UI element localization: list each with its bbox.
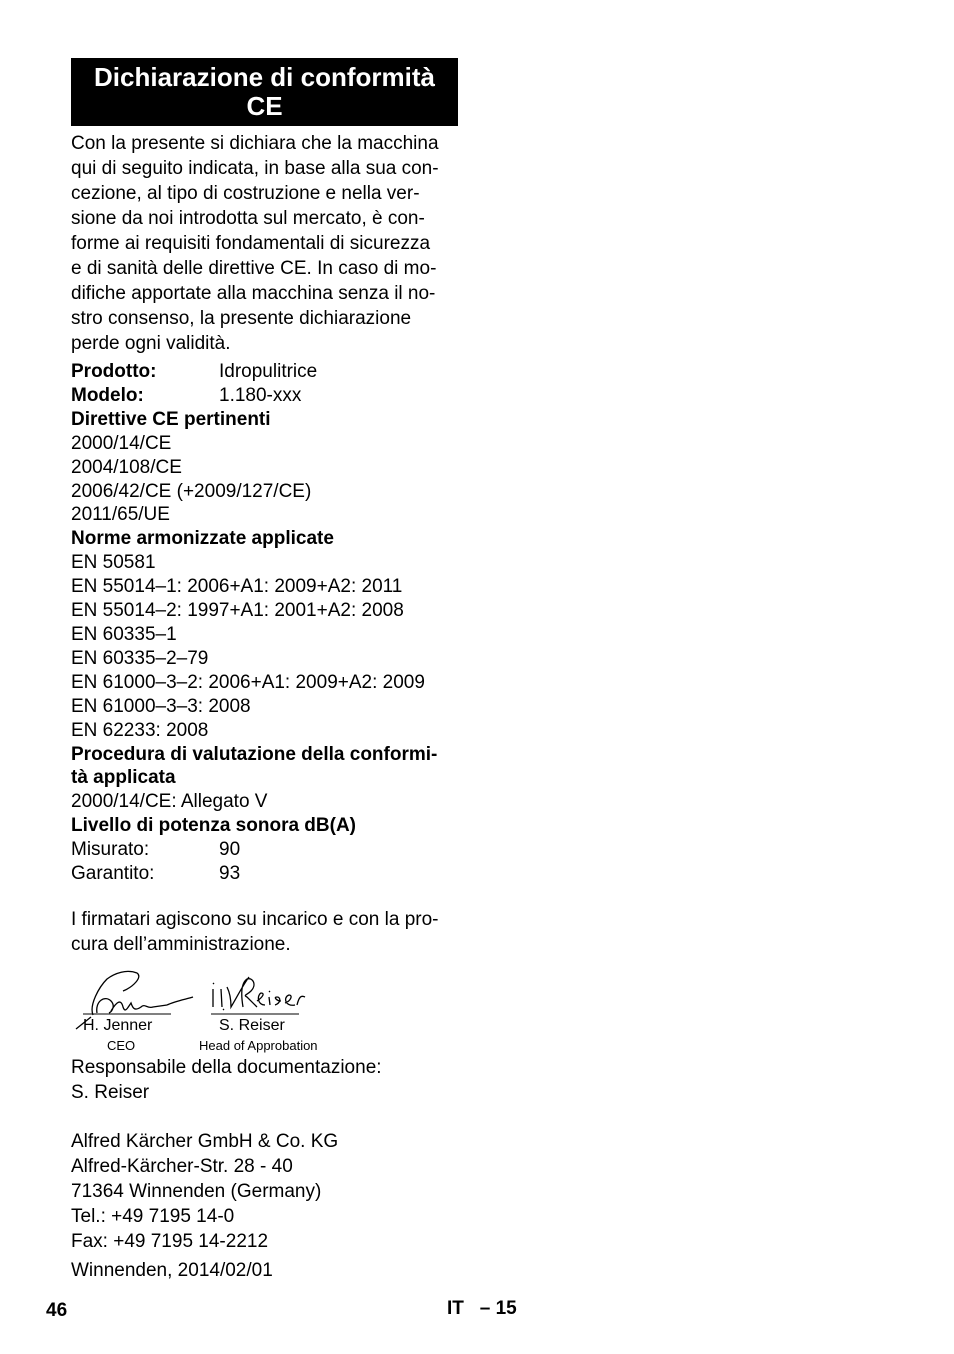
guaranteed-label: Garantito:: [71, 863, 155, 885]
intro-line: stro consenso, la presente dichiarazione: [71, 308, 412, 329]
product-value: Idropulitrice: [219, 361, 318, 382]
procedure-value: 2000/14/CE: Allegato V: [71, 791, 268, 813]
measured-label: Misurato:: [71, 839, 150, 861]
declaration-details: [71, 360, 491, 886]
directives-heading: Direttive CE pertinenti: [71, 408, 271, 430]
standard-item: EN 61000–3–3: 2008: [71, 695, 251, 717]
measured-row: [71, 838, 491, 862]
address-line: 71364 Winnenden (Germany): [71, 1181, 322, 1202]
signer-role: Head of Approbation: [199, 1038, 318, 1053]
signatories-paragraph: [71, 907, 463, 957]
directive-item: 2011/65/UE: [71, 504, 170, 526]
place-date: [71, 1258, 463, 1283]
intro-line: qui di seguito indicata, in base alla sua con-: [71, 158, 439, 179]
company-address: [71, 1129, 463, 1254]
standard-item: EN 55014–1: 2006+A1: 2009+A2: 2011: [71, 576, 403, 598]
address-line: Alfred-Kärcher-Str. 28 - 40: [71, 1156, 293, 1177]
standard-item: EN 60335–2–79: [71, 647, 209, 669]
intro-line: perde ogni validità.: [71, 333, 231, 354]
sound-heading: Livello di potenza sonora dB(A): [71, 815, 357, 837]
guaranteed-value: 93: [219, 863, 241, 885]
title-line-1: Dichiarazione di conformità: [94, 62, 435, 92]
intro-line: forme ai requisiti fondamentali di sicurezza: [71, 233, 431, 254]
product-label: Prodotto:: [71, 361, 157, 382]
model-label: Modelo:: [71, 384, 144, 406]
page-number: 46: [46, 1300, 68, 1321]
address-line: Alfred Kärcher GmbH & Co. KG: [71, 1131, 339, 1152]
intro-line: Con la presente si dichiara che la macchina: [71, 133, 439, 154]
guaranteed-row: [71, 862, 491, 886]
section-page-label: IT – 15: [447, 1298, 517, 1319]
signature-block: [71, 965, 371, 1055]
model-value: 1.180-xxx: [219, 384, 302, 406]
address-line: Tel.: +49 7195 14-0: [71, 1206, 235, 1227]
place-date-text: Winnenden, 2014/02/01: [71, 1260, 273, 1281]
directive-item: 2000/14/CE: [71, 432, 172, 454]
documentation-name: S. Reiser: [71, 1082, 150, 1103]
documentation-responsible: [71, 1055, 463, 1105]
standard-item: EN 60335–1: [71, 623, 177, 645]
directive-item: 2004/108/CE: [71, 456, 182, 478]
standards-heading: Norme armonizzate applicate: [71, 528, 334, 550]
measured-value: 90: [219, 839, 241, 861]
intro-line: cezione, al tipo di costruzione e nella ver-: [71, 183, 420, 204]
intro-paragraph: [71, 131, 463, 356]
standard-item: EN 50581: [71, 552, 156, 574]
procedure-heading-line-2: tà applicata: [71, 767, 176, 789]
signer-role: CEO: [107, 1038, 136, 1053]
model-row: [71, 384, 491, 408]
documentation-label: Responsabile della documentazione:: [71, 1057, 382, 1078]
directive-item: 2006/42/CE (+2009/127/CE): [71, 480, 312, 502]
signer-name: H. Jenner: [83, 1017, 153, 1034]
signer-name: S. Reiser: [219, 1017, 285, 1034]
signatories-line: I firmatari agiscono su incarico e con la pro-: [71, 909, 439, 930]
intro-line: sione da noi introdotta sul mercato, è con-: [71, 208, 425, 229]
intro-line: e di sanità delle direttive CE. In caso di mo-: [71, 258, 437, 279]
title-line-2: CE: [246, 91, 283, 121]
standard-item: EN 55014–2: 1997+A1: 2001+A2: 2008: [71, 600, 404, 622]
address-line: Fax: +49 7195 14-2212: [71, 1231, 269, 1252]
procedure-heading-line-1: Procedura di valutazione della conformi-: [71, 743, 438, 765]
signatories-line: cura dell’amministrazione.: [71, 934, 291, 955]
intro-line: difiche apportate alla macchina senza il no-: [71, 283, 436, 304]
product-row: [71, 360, 491, 384]
standard-item: EN 62233: 2008: [71, 719, 209, 741]
page-title: [71, 58, 458, 126]
standard-item: EN 61000–3–2: 2006+A1: 2009+A2: 2009: [71, 671, 425, 693]
